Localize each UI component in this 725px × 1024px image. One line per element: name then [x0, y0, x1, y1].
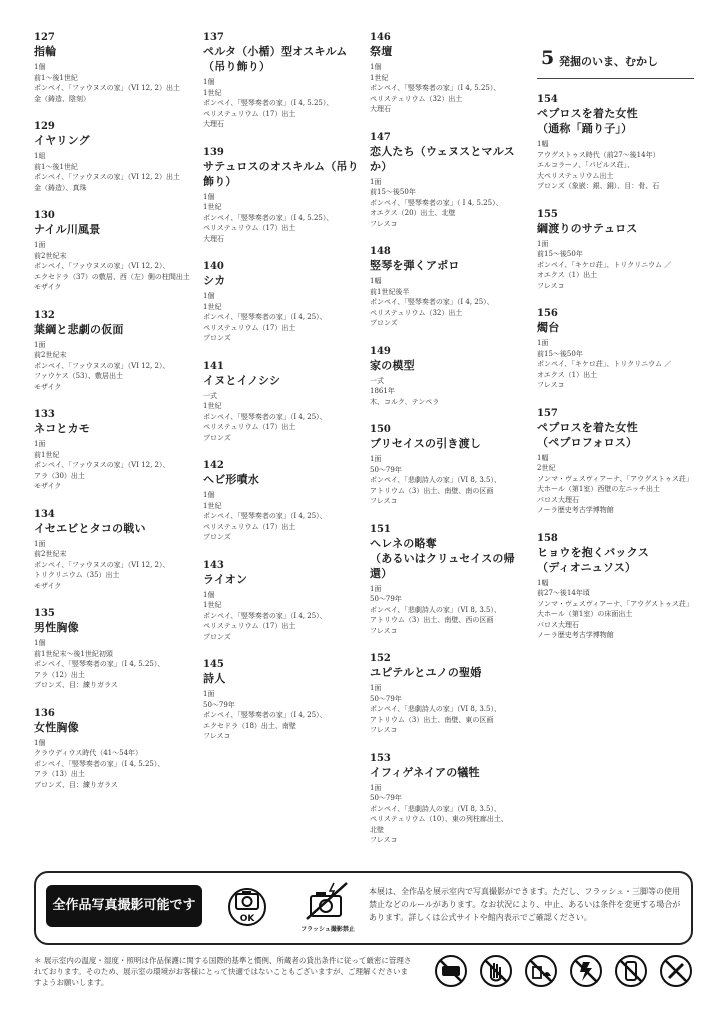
entry-detail: フレスコ: [370, 497, 398, 505]
entry-detail: ポンペイ、「竪琴奏者の家」（I 4, 25）、: [203, 711, 327, 719]
entry-number: 154: [537, 94, 558, 105]
entry-detail: ポンペイ、「竪琴奏者の家」（I 4, 5.25）、: [34, 759, 165, 768]
entry-number: 130: [34, 210, 55, 221]
section-number: 5: [541, 47, 555, 69]
entry-detail: 50〜79年: [370, 794, 402, 802]
entry-detail: 1世紀: [203, 601, 222, 609]
entry-title: 恋人たち（ウェヌスとマルスか）: [370, 144, 515, 173]
entry-title: 指輪: [34, 45, 57, 58]
entry-detail: 前1〜後1世紀: [34, 73, 78, 82]
entry-title: （ディオニュソス）: [537, 560, 637, 574]
entry-number: 150: [370, 424, 391, 435]
entry-detail: フレスコ: [370, 836, 398, 844]
entry-detail: 1面: [370, 455, 382, 463]
entry-detail: ブロンズ: [203, 334, 231, 342]
entry-detail: クラウディウス時代（41〜54年）: [34, 749, 143, 757]
entry-detail: 金（鋳造、陰刻）: [34, 94, 90, 103]
entry-detail: オエクス（1）出土: [537, 370, 598, 379]
entry-detail: 大ホール（第1室）西壁の左ニッチ出土: [537, 485, 661, 493]
catalog-entry: [34, 310, 194, 393]
entry-detail: 1幅: [537, 453, 549, 462]
entry-detail: ブロンズ: [370, 319, 398, 327]
entry-detail: 1世紀: [203, 203, 222, 211]
entry-number: 146: [370, 32, 391, 43]
catalog-entry: [203, 361, 363, 444]
entry-detail: ポンペイ、「悲劇詩人の家」（VI 8, 3.5）、: [370, 705, 501, 713]
entry-detail: 1個: [203, 78, 215, 86]
entry-detail: アトリウム（3）出土、南壁、南の区画: [370, 486, 494, 495]
entry-title: イセエビとタコの戦い: [34, 521, 146, 535]
catalog-entry: [370, 132, 530, 230]
entry-title: 燭台: [537, 321, 560, 334]
entry-detail: 1面: [537, 239, 549, 248]
entry-detail: 前1世紀末〜後1世紀初頭: [34, 649, 113, 658]
entry-detail: オエクス（20）出土、北壁: [370, 209, 456, 217]
entry-number: 156: [537, 308, 558, 319]
entry-detail: 1幅: [537, 140, 549, 148]
entry-detail: ペリステュリウム（32）出土: [370, 308, 463, 317]
entry-number: 129: [34, 121, 55, 132]
entry-detail: オエクス（1）出土: [537, 271, 598, 279]
no-touch-icon: [479, 954, 513, 988]
entry-number: 141: [203, 360, 224, 372]
entry-number: 133: [34, 409, 55, 420]
entry-number: 157: [537, 407, 558, 419]
entry-detail: ポンペイ、「竪琴奏者の家」（I 4, 25）、: [203, 611, 327, 620]
catalog-entry: [34, 409, 194, 492]
no-flash-label: フラッシュ撮影禁止: [301, 926, 355, 933]
entry-number: 148: [370, 246, 391, 257]
entry-detail: アウグストゥス時代（前27〜後14年）: [537, 150, 660, 159]
catalog-entry: [203, 659, 363, 742]
entry-detail: 50〜79年: [370, 465, 402, 474]
entry-detail: 1個: [34, 639, 46, 647]
photo-policy-box: [34, 871, 693, 945]
catalog-entry: [370, 346, 530, 408]
catalog-entry: [34, 608, 194, 691]
entry-detail: 前15〜後50年: [537, 349, 583, 358]
entry-detail: ブロンズ: [203, 433, 231, 442]
entry-number: 134: [34, 508, 55, 520]
entry-detail: ペリステュリウム（17）出土: [203, 224, 296, 232]
entry-detail: アトリウム（3）出土、南壁、東の区画: [370, 715, 494, 724]
entry-detail: ポンペイ、「竪琴奏者の家」（I 4, 5.25）、: [370, 84, 501, 92]
no-phone-call-icon: [434, 954, 468, 988]
entry-detail: アラ（12）出土: [34, 670, 85, 679]
entry-number: 139: [203, 146, 224, 158]
entry-number: 143: [203, 559, 224, 571]
entry-detail: 前1世紀: [34, 450, 60, 459]
catalog-entry: [203, 147, 363, 245]
catalog-entry: [34, 210, 194, 293]
entry-number: 145: [203, 659, 224, 670]
entry-detail: ポンペイ、「竪琴奏者の家」（I 4, 25）、: [203, 313, 327, 321]
entry-detail: エクセドラ（18）出土、南壁: [203, 721, 296, 730]
catalog-entry: [370, 246, 530, 329]
catalog-entry: [203, 560, 363, 643]
catalog-entry: [537, 209, 697, 292]
catalog-column: [203, 32, 363, 759]
entry-title: （あるいはクリュセイスの帰還）: [370, 551, 515, 580]
entry-detail: フレスコ: [370, 219, 398, 228]
catalog-entry: [34, 509, 194, 592]
entry-detail: ポンペイ、「キケロ荘」、トリクリニウム ／: [537, 260, 672, 269]
section-title: 発掘のいま、むかし: [559, 55, 658, 68]
catalog-column: [370, 32, 530, 863]
entry-detail: ブロンズ: [203, 533, 231, 541]
catalog-entry: [34, 32, 194, 104]
entry-detail: ポンペイ、「竪琴奏者の家」（ I 4, 5.25）、: [370, 198, 503, 207]
catalog-entry: [203, 460, 363, 543]
entry-detail: 前2世紀末: [34, 550, 67, 558]
entry-detail: ポンペイ、「キケロ荘」、トリクリニウム ／: [537, 360, 672, 368]
catalog-entry: [34, 708, 194, 791]
entry-detail: ポンペイ、「竪琴奏者の家」（I 4, 25）、: [203, 512, 327, 520]
entry-detail: 前2世紀末: [34, 351, 67, 359]
entry-detail: 1861年: [370, 387, 395, 395]
entry-number: 149: [370, 345, 391, 357]
entry-detail: ペリステュリウム（17）出土: [203, 622, 296, 630]
entry-detail: 大理石: [203, 234, 224, 243]
entry-detail: 1面: [370, 783, 382, 792]
entry-title: ヘビ形噴水: [203, 473, 259, 486]
entry-number: 135: [34, 608, 55, 619]
entry-detail: エルコラーノ、「パピルス荘」、: [537, 161, 635, 169]
entry-detail: 50〜79年: [370, 595, 402, 603]
entry-detail: 前27〜後14年頃: [537, 589, 590, 597]
entry-detail: 1世紀: [370, 73, 389, 82]
entry-detail: 1個: [34, 63, 46, 71]
entry-number: 140: [203, 261, 224, 272]
entry-detail: モザイク: [34, 382, 62, 391]
entry-title: 葉綱と悲劇の仮面: [34, 322, 124, 336]
photo-allowed-badge: 全作品写真撮影可能です: [46, 885, 202, 927]
entry-title: 女性胸像: [34, 720, 79, 734]
entry-title: 綱渡りのサテュロス: [537, 221, 638, 235]
catalog-column: [537, 94, 697, 658]
entry-detail: アトリウム（3）出土、南壁、西の区画: [370, 616, 494, 624]
no-flash-camera-icon: [294, 879, 362, 935]
entry-detail: 1面: [370, 177, 382, 186]
entry-title: ペルタ（小楯）型オスキルム: [203, 45, 348, 58]
entry-title: ペプロスを着た女性: [537, 107, 638, 120]
catalog-entry: [370, 424, 530, 507]
entry-detail: 1面: [203, 690, 215, 698]
entry-title: シカ: [203, 274, 226, 287]
catalog-entry: [370, 524, 530, 637]
entry-detail: ソンマ・ヴェスヴィアーナ、「アウグストゥス荘」: [537, 599, 693, 608]
camera-ok-icon: [228, 882, 266, 932]
ok-label: OK: [239, 914, 255, 924]
entry-number: 137: [203, 32, 224, 43]
prohibition-icons: [434, 954, 694, 990]
entry-detail: 前2世紀末: [34, 251, 67, 260]
entry-title: ユピテルとユノの聖婚: [370, 666, 482, 679]
entry-title: 詩人: [203, 672, 226, 685]
entry-detail: ポンペイ、「竪琴奏者の家」（I 4, 5.25）、: [203, 99, 334, 107]
entry-detail: ポンペイ、「竪琴奏者の家」（I 4, 5.25）、: [34, 660, 165, 668]
entry-detail: 1個: [203, 192, 215, 201]
entry-detail: 前15〜後50年: [370, 188, 416, 196]
entry-detail: 一式: [370, 376, 384, 385]
entry-number: 132: [34, 309, 55, 321]
entry-detail: 1世紀: [203, 402, 222, 410]
entry-detail: ポンペイ、「悲劇詩人の家」（VI 8, 3.5）、: [370, 605, 501, 614]
entry-detail: フレスコ: [537, 281, 565, 290]
entry-detail: 1個: [203, 590, 215, 599]
entry-title: イヌとイノシシ: [203, 373, 281, 387]
entry-detail: ペリステュリウム（17）出土: [203, 423, 296, 431]
entry-number: 158: [537, 532, 558, 544]
entry-detail: ブロンズ: [203, 632, 231, 641]
entry-detail: 1面: [537, 339, 549, 347]
entry-detail: ポンペイ、「竪琴奏者の家」（I 4, 5.25）、: [203, 213, 334, 222]
entry-title: ヒョウを抱くバックス: [537, 545, 649, 559]
catalog-entry: [537, 408, 697, 516]
entry-title: （通称「踊り子」）: [537, 122, 633, 135]
entry-detail: 北壁: [370, 825, 384, 834]
entry-detail: 1個: [370, 63, 382, 71]
entry-detail: 1世紀: [203, 501, 222, 510]
entry-detail: ポンペイ、「竪琴奏者の家」（I 4, 25）、: [203, 412, 327, 421]
no-food-drink-icon: [524, 954, 558, 988]
entry-detail: 大理石: [203, 120, 224, 128]
entry-detail: ブロンズ、目：練りガラス: [34, 780, 118, 789]
entry-detail: モザイク: [34, 581, 62, 590]
entry-number: 153: [370, 752, 391, 764]
catalog-entry: [34, 121, 194, 193]
entry-title: ナイル川風景: [34, 223, 101, 236]
entry-number: 127: [34, 32, 55, 43]
catalog-entry: [370, 32, 530, 115]
entry-detail: 大ホール（第1室）の床面出土: [537, 610, 633, 618]
entry-detail: 1世紀: [203, 302, 222, 311]
entry-detail: 1個: [34, 738, 46, 747]
entry-number: 136: [34, 707, 55, 719]
entry-detail: 1組: [34, 152, 46, 160]
no-flash-icon: [569, 954, 603, 988]
entry-detail: ポンペイ、「ファウヌスの家」（VI 12, 2）出土: [34, 84, 181, 92]
entry-detail: 大ペリステュリウム出土: [537, 171, 614, 180]
entry-detail: ペリステュリウム（17）出土: [203, 522, 296, 531]
catalog-entry: [203, 261, 363, 344]
entry-title: ライオン: [203, 572, 248, 586]
catalog-entry: [370, 653, 530, 736]
entry-detail: ペリステュリウム（17）出土: [203, 323, 296, 332]
entry-detail: ファウケス（53）、敷居出土: [34, 372, 123, 380]
entry-detail: エクセドラ（37）の敷居、西（左）側の柱間出土: [34, 272, 190, 281]
entry-detail: ペリステュリウム（10）、東の列柱廊出土、: [370, 815, 508, 823]
entry-detail: モザイク: [34, 482, 62, 490]
entry-detail: ノーラ歴史考古学博物館: [537, 631, 614, 639]
entry-detail: ポンペイ、「竪琴奏者の家」（I 4, 25）、: [370, 298, 494, 306]
section-header: [537, 42, 694, 79]
entry-number: 147: [370, 131, 391, 143]
no-pen-icon: [659, 954, 693, 988]
entry-detail: フレスコ: [203, 732, 231, 740]
entry-number: 142: [203, 460, 224, 471]
entry-detail: フレスコ: [537, 381, 565, 389]
photo-policy-text: 本展は、全作品を展示室内で写真撮影ができます。ただし、フラッシュ・三脚等の使用禁止などのルールがあります。なお状況により、中止、あるいは条件を変更する場合があります。詳しくは公式サイトや館内表示でご確認ください。: [369, 887, 681, 922]
entry-detail: 木、コルク、テンペラ: [370, 397, 440, 406]
entry-detail: 50〜79年: [370, 694, 402, 703]
entry-title: ネコとカモ: [34, 422, 90, 435]
entry-title: 竪琴を弾くアポロ: [370, 259, 460, 272]
catalog-entry: [537, 94, 697, 192]
entry-detail: 前1〜後1世紀: [34, 162, 78, 171]
entry-detail: ポンペイ、「ファウヌスの家」（VI 12, 2）、: [34, 262, 170, 270]
entry-detail: 前1世紀後半: [370, 287, 410, 296]
entry-detail: モザイク: [34, 283, 62, 291]
entry-detail: ポンペイ、「ファウヌスの家」（VI 12, 2）、: [34, 560, 170, 569]
entry-detail: ポンペイ、「悲劇詩人の家」（VI 8, 3.5）、: [370, 804, 501, 813]
no-mobile-phone-icon: [614, 954, 648, 988]
entry-detail: ブロンズ（象嵌：銀、銅）、目：骨、石: [537, 182, 660, 190]
entry-detail: 1幅: [370, 277, 382, 285]
entry-detail: ペリステュリウム（32）出土: [370, 94, 463, 103]
entry-detail: パロス大理石: [537, 620, 579, 629]
catalog-column: [34, 32, 194, 807]
catalog-entry: [370, 753, 530, 846]
entry-detail: 2世紀: [537, 464, 556, 472]
entry-detail: 1面: [370, 684, 382, 692]
entry-detail: 50〜79年: [203, 700, 235, 709]
entry-detail: アラ（30）出土: [34, 471, 85, 480]
entry-detail: 1個: [203, 491, 215, 499]
environment-footnote: ＊ 展示室内の温度・湿度・照明は作品保護に関する国際的基準と慣例、所蔵者の貸出条件に従って厳密に管理されております。そのため、展示室の環境がお客様にとって快適ではないこともございますが、ご理解くださいますようお願いします。: [34, 956, 412, 987]
entry-title: 家の模型: [370, 358, 415, 372]
entry-detail: パロス大理石: [537, 495, 579, 504]
entry-detail: ノーラ歴史考古学博物館: [537, 506, 614, 514]
entry-detail: ブロンズ、目：練りガラス: [34, 681, 118, 689]
entry-detail: ペリステュリウム（17）出土: [203, 109, 296, 118]
entry-detail: 金（鋳造）、真珠: [34, 183, 87, 192]
entry-number: 151: [370, 523, 391, 535]
entry-title: イヤリング: [34, 134, 90, 147]
entry-title: ヘレネの略奪: [370, 536, 437, 550]
entry-detail: ソンマ・ヴェスヴィアーナ、「アウグストゥス荘」: [537, 474, 693, 483]
entry-title: 男性胸像: [34, 621, 79, 634]
entry-detail: トリクリニウム（35）出土: [34, 571, 120, 579]
entry-detail: 1面: [370, 584, 382, 593]
entry-detail: ポンペイ、「悲劇詩人の家」（VI 8, 3.5）、: [370, 476, 501, 484]
entry-title: （吊り飾り）: [203, 60, 271, 73]
entry-detail: フレスコ: [370, 726, 398, 734]
entry-detail: 1面: [34, 340, 46, 349]
entry-detail: 大理石: [370, 105, 391, 113]
entry-title: 祭壇: [370, 45, 393, 58]
entry-detail: ポンペイ、「ファウヌスの家」（VI 12, 2）、: [34, 361, 170, 370]
entry-number: 152: [370, 653, 391, 664]
entry-detail: 1幅: [537, 578, 549, 587]
entry-detail: ポンペイ、「ファウヌスの家」（VI 12, 2）出土: [34, 173, 181, 181]
entry-detail: 1世紀: [203, 88, 222, 97]
entry-detail: 1面: [34, 241, 46, 249]
entry-detail: 一式: [203, 391, 217, 400]
catalog-entry: [537, 308, 697, 391]
entry-detail: 前15〜後50年: [537, 250, 583, 258]
entry-title: イフィゲネイアの犠牲: [370, 765, 480, 779]
entry-title: ブリセイスの引き渡し: [370, 437, 482, 450]
entry-title: ペプロスを着た女性: [537, 420, 638, 434]
entry-detail: ポンペイ、「ファウヌスの家」（VI 12, 2）、: [34, 461, 170, 469]
entry-detail: 1面: [34, 440, 46, 448]
entry-detail: アラ（13）出土: [34, 770, 85, 778]
entry-title: サテュロスのオスキルム（吊り飾り）: [203, 159, 359, 188]
entry-title: （ペプロフォロス）: [537, 435, 638, 449]
entry-number: 155: [537, 208, 558, 220]
entry-detail: フレスコ: [370, 626, 398, 635]
catalog-entry: [203, 32, 363, 130]
entry-detail: 1面: [34, 539, 46, 548]
catalog-entry: [537, 533, 697, 641]
entry-detail: 1個: [203, 292, 215, 300]
